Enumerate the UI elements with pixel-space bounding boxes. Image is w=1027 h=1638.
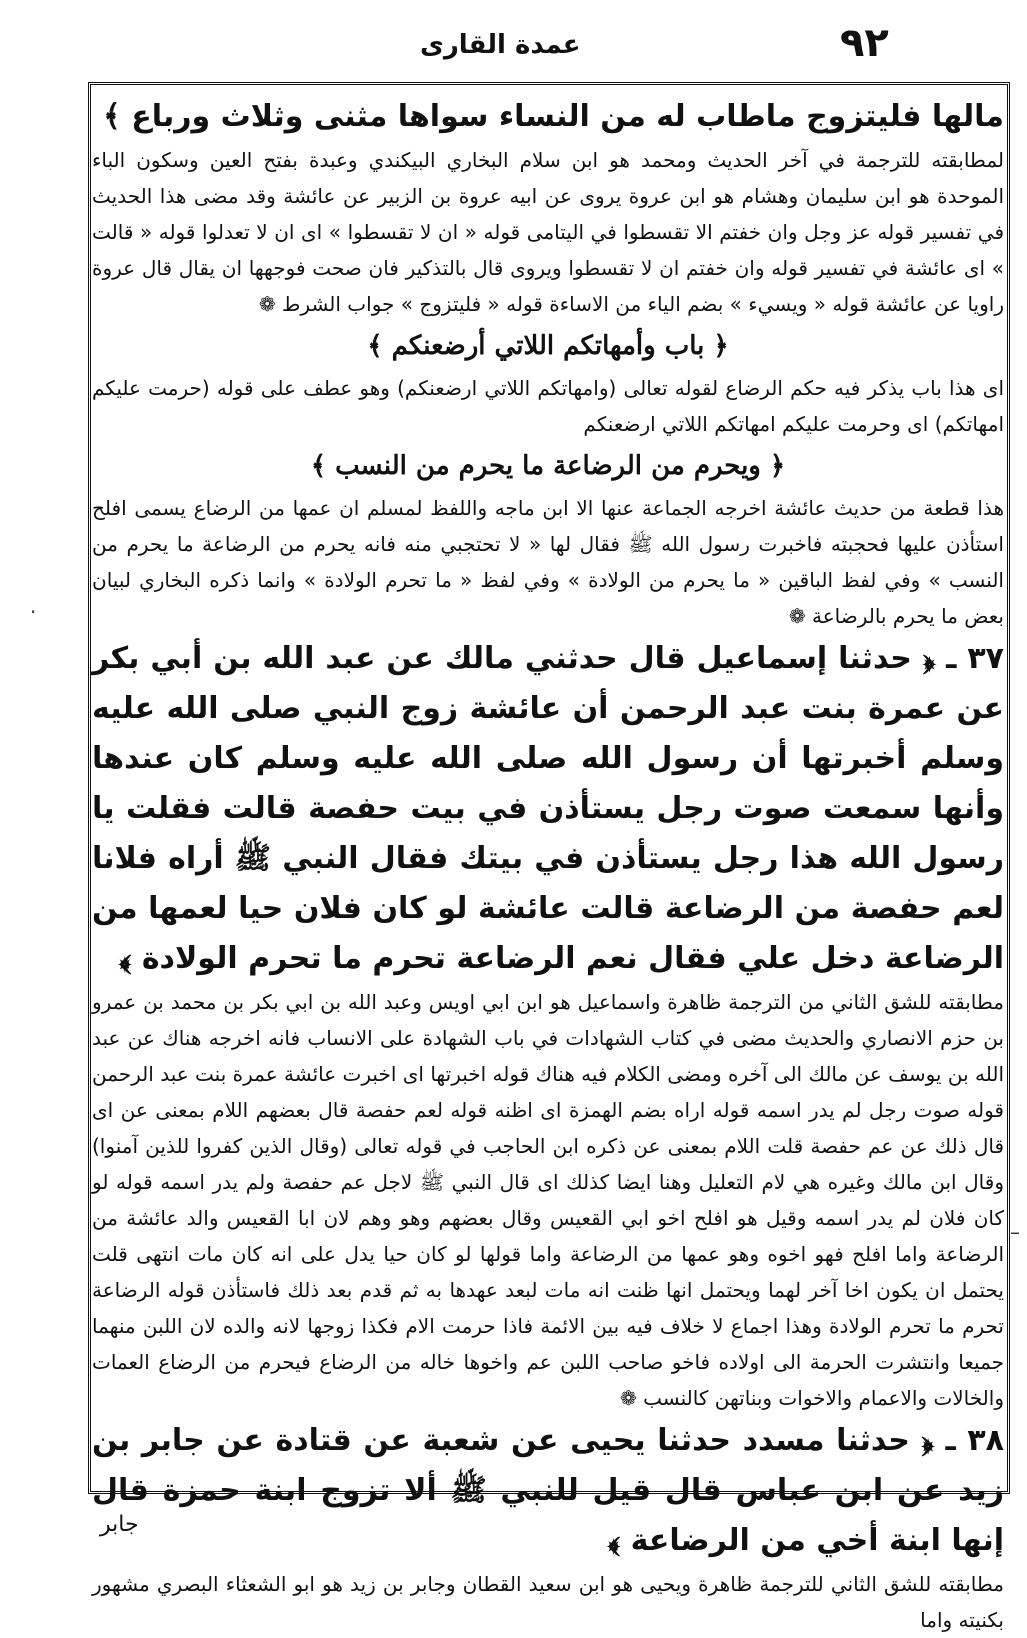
commentary-1: لمطابقته للترجمة في آخر الحديث ومحمد هو ابن سلام البخاري البيكندي وعبدة بفتح العين وسكون الباء الموحدة هو ابن سليمان وهشام هو ابن عروة يروى عن ابيه عروة بن الزبير عن عائشة وقد مضى هذا الحديث في تفسير قوله عز وجل وان خفتم الا تقسطوا في اليتامى قوله « ان لا تقسطوا » اى ان لا تعدلوا قوله « قالت » اى عائشة في تفسير قوله وان خفتم ان لا تقسطوا ويروى قال بالتذكير فان صحت فوجهها ان يقال قال عروة راويا عن عائشة قوله « ويسيء » بضم الياء من الاساءة قوله « فليتزوج » جواب الشرط ❁ [92, 148, 1004, 316]
page-number: ٩٢ [840, 20, 889, 66]
commentary-4: مطابقته للشق الثاني من الترجمة ظاهرة واسماعيل هو ابن ابي اويس وعبد الله بن ابي بكر بن محمد بن عمرو بن حزم الانصاري والحديث مضى في كتاب الشهادات في باب الشهادة على الانساب فانه اخرجه هناك عن عبد الله بن يوسف عن مالك الى آخره ومضى الكلام فيه هناك قوله اخبرتها اى اخبرت عائشة عمرة بنت عبد الرحمن قوله صوت رجل لم يدر اسمه قوله اراه بضم الهمزة اى اظنه قوله لعم حفصة قال بعضهم اللام بمعنى عن اى قال ذلك عن عم حفصة قلت اللام بمعنى عن ذكره ابن الحاجب في قوله تعالى (وقال الذين كفروا للذين آمنوا) وقال ابن مالك وغيره هي لام التعليل وهنا ايضا كذلك اى قال النبي ﷺ لاجل عم حفصة ولم يدر اسمه قوله لو كان فلان لم يدر اسمه وقيل هو افلح اخو ابي القعيس وقال بعضهم وهو وهم لان ابا القعيس والد عائشة من الرضاعة واما افلح فهو اخوه وهو عمها من الرضاعة واما قولها لو كان حيا يدل على انه كان مات انتهى قلت يحتمل ان يكون اخا آخر لهما ويحتمل انها ظنت انه مات لبعد عهدها به ثم قدم بعد ذلك فاستأذن قوله الرضاعة تحرم ما تحرم الولادة وهذا اجماع لا خلاف فيه بين الائمة فاذا حرمت الام فكذا زوجها لانه والده لان اللبن منهما جميعا وانتشرت الحرمة الى اولاده فاخو صاحب اللبن عم واخوها خاله من الرضاع فيحرم من الرضاع العمات والخالات والاعمام والاخوات وبناتهن كالنسب ❁ [92, 990, 1004, 1410]
margin-mark-left: · [30, 600, 37, 624]
commentary-5: مطابقته للشق الثاني للترجمة ظاهرة ويحيى هو ابن سعيد القطان وجابر بن زيد هو ابو الشعثاء البصري مشهور بكنيته واما [92, 1572, 1004, 1632]
chapter-heading: ﴿ باب وأمهاتكم اللاتي أرضعنكم ﴾ [367, 331, 729, 361]
hadith-37: ٣٧ ـ ﴿ حدثنا إسماعيل قال حدثني مالك عن عبد الله بن أبي بكر عن عمرة بنت عبد الرحمن أن عائشة زوج النبي صلى الله عليه وسلم أخبرتها أن رسول الله صلى الله عليه وسلم كان عندها وأنها سمعت صوت رجل يستأذن في بيت حفصة قالت فقلت يا رسول الله هذا رجل يستأذن في بيتك فقال النبي ﷺ أراه فلانا لعم حفصة من الرضاعة قالت عائشة لو كان فلان حيا لعمها من الرضاعة دخل علي فقال نعم الرضاعة تحرم ما تحرم الولادة ﴾ [92, 641, 1004, 976]
commentary-3: هذا قطعة من حديث عائشة اخرجه الجماعة عنها الا ابن ماجه واللفظ لمسلم ان عمها من الرضاع يسمى افلح استأذن عليها فحجبته فاخبرت رسول الله ﷺ فقال لها « لا تحتجبي منه فانه يحرم من الرضاعة ما يحرم من النسب » وفي لفظ الباقين « ما يحرم من الولادة » وفي لفظ « ما تحرم الولادة » وانما ذكره البخاري لبيان بعض ما يحرم بالرضاعة ❁ [92, 496, 1004, 628]
verse-continuation: مالها فليتزوج ماطاب له من النساء سواها مثنى وثلاث ورباع ﴾ [103, 99, 1004, 134]
margin-mark-right: – [1010, 1220, 1020, 1244]
catchword: جابر [100, 1512, 139, 1537]
text-column [92, 88, 1004, 1638]
sub-heading: ﴿ ويحرم من الرضاعة ما يحرم من النسب ﴾ [310, 451, 786, 481]
commentary-2: اى هذا باب يذكر فيه حكم الرضاع لقوله تعالى (وامهاتكم اللاتي ارضعنكم) وهو عطف على قوله (حرمت عليكم امهاتكم) اى وحرمت عليكم امهاتكم اللاتي ارضعنكم [92, 376, 1004, 436]
running-title: عمدة القارى [420, 30, 581, 60]
hadith-38: ٣٨ ـ ﴿ حدثنا مسدد حدثنا يحيى عن شعبة عن قتادة عن جابر بن زيد عن ابن عباس قال قيل للنبي ﷺ ألا تزوج ابنة حمزة قال إنها ابنة أخي من الرضاعة ﴾ [92, 1423, 1004, 1558]
